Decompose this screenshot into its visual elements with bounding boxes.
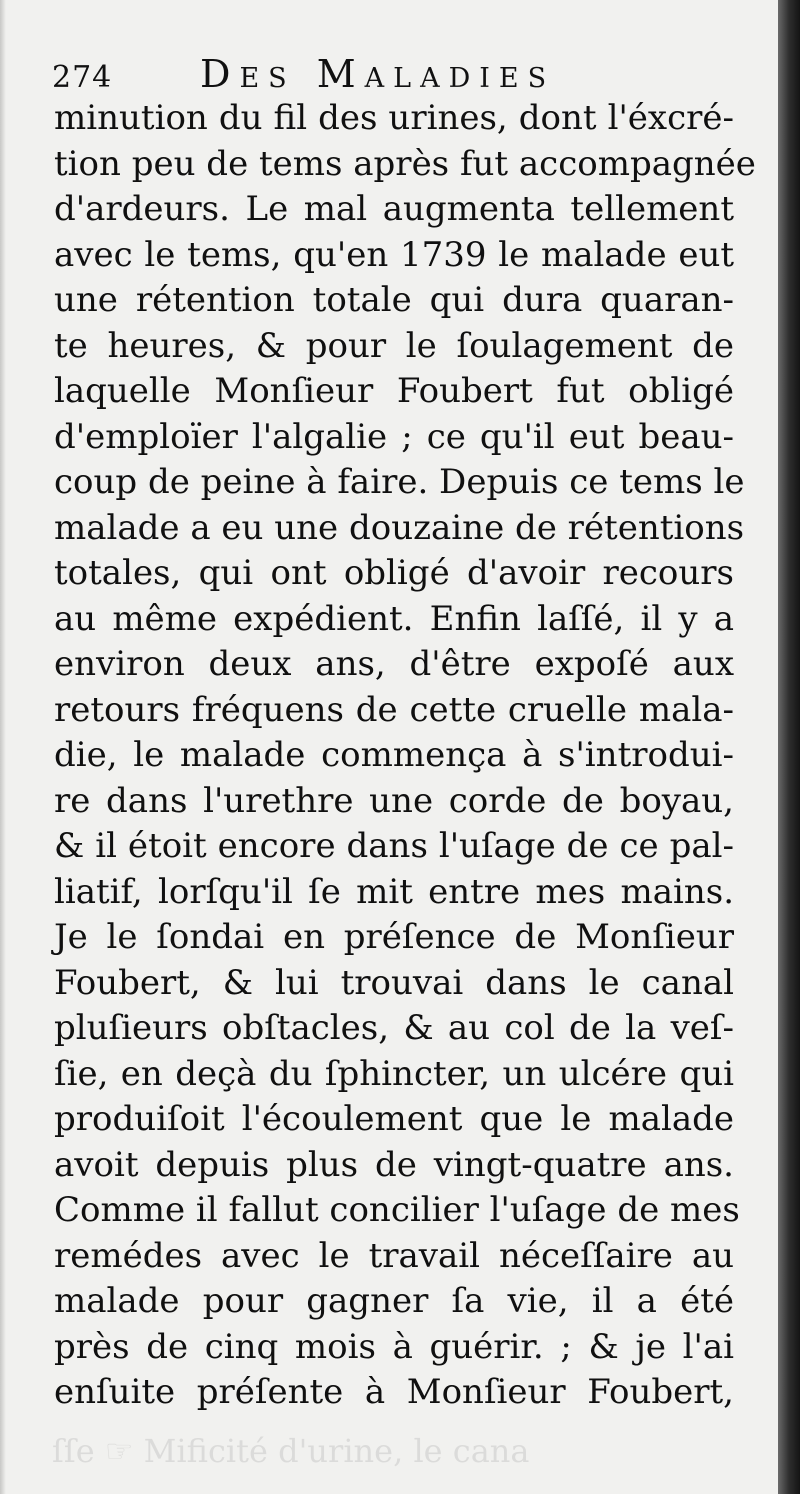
text-line: minution du fil des urines, dont l'éxcré- xyxy=(54,98,734,138)
text-line: au même expédient. Enfin laſſé, il y a xyxy=(54,598,734,639)
text-line: Foubert, & lui trouvai dans le canal xyxy=(54,962,734,1003)
page-left-shadow xyxy=(0,0,6,1494)
show-through-text: ſſe ☞ Mificité d'urine, le cana xyxy=(52,1432,530,1470)
text-line: enſuite préſente à Monſieur Foubert, xyxy=(54,1372,734,1412)
text-line: coup de peine à faire. Depuis ce tems le xyxy=(54,462,745,502)
text-line: Je le ſondai en préſence de Monſieur xyxy=(54,917,734,957)
text-line: & il étoit encore dans l'uſage de ce pal- xyxy=(54,826,734,866)
text-line: ſie, en deçà du ſphincter, un ulcére qui xyxy=(54,1053,734,1094)
text-line: une rétention totale qui dura quaran- xyxy=(54,280,734,320)
text-line: produiſoit l'écoulement que le malade xyxy=(54,1099,734,1139)
book-gutter xyxy=(778,0,800,1494)
text-line: avoit depuis plus de vingt-quatre ans. xyxy=(54,1144,734,1185)
text-line: remédes avec le travail néceſſaire au xyxy=(54,1235,734,1276)
text-line: malade a eu une douzaine de rétentions xyxy=(54,507,745,548)
text-line: malade pour gagner ſa vie, il a été xyxy=(54,1281,734,1321)
page-number: 274 xyxy=(52,60,113,95)
text-line: te heures, & pour le ſoulagement de xyxy=(54,325,734,366)
text-line: d'emploïer l'algalie ; ce qu'il eut beau- xyxy=(54,416,734,457)
running-title: Des Maladies xyxy=(200,52,556,96)
body-text xyxy=(54,96,756,1416)
text-line: re dans l'urethre une corde de boyau, xyxy=(54,780,734,821)
text-line: retours fréquens de cette cruelle mala- xyxy=(54,689,734,730)
text-line: pluſieurs obſtacles, & au col de la veſ- xyxy=(54,1008,734,1048)
running-head xyxy=(52,48,738,96)
text-line: près de cinq mois à guérir. ; & je l'ai xyxy=(54,1326,734,1367)
text-line: environ deux ans, d'être expoſé aux xyxy=(54,644,734,684)
text-line: die, le malade commença à s'introdui- xyxy=(54,735,734,775)
text-line: liatif, lorſqu'il ſe mit entre mes mains. xyxy=(54,871,734,912)
text-line: d'ardeurs. Le mal augmenta tellement xyxy=(54,189,734,229)
text-line: totales, qui ont obligé d'avoir recours xyxy=(54,553,734,593)
text-line: tion peu de tems après fut accompagnée xyxy=(54,143,756,184)
text-line: Comme il fallut concilier l'uſage de mes xyxy=(54,1190,740,1230)
text-line: laquelle Monſieur Foubert fut obligé xyxy=(54,371,734,411)
text-line: avec le tems, qu'en 1739 le malade eut xyxy=(54,234,734,275)
